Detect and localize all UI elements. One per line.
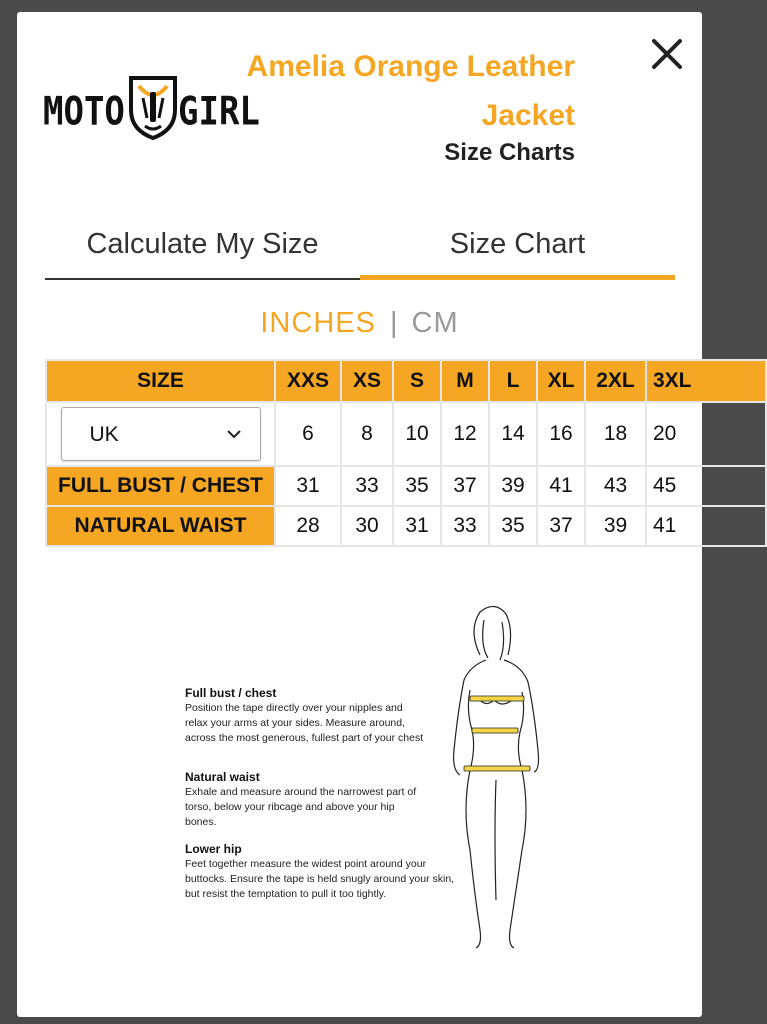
bust-cell: 39 [489,466,537,506]
region-size-cell: 12 [441,402,489,466]
bust-row [46,466,766,506]
region-size-cell: 10 [393,402,441,466]
bust-cell: 41 [537,466,585,506]
guide-bust-text: Position the tape directly over your nipples and relax your arms at your sides. Measure around, across the most generous, fullest part of your chest [185,702,424,744]
bust-cell: 45 [646,466,766,506]
waist-cell: 31 [393,506,441,546]
size-header-cell: M [441,360,489,402]
bust-cell: 35 [393,466,441,506]
region-select-value: UK [89,423,119,446]
guide-hip-title: Lower hip [185,842,242,856]
region-size-cell: 20 [646,402,766,466]
product-title: Amelia Orange Leather Jacket [246,50,575,132]
bust-cell: 43 [585,466,646,506]
bust-cell: 33 [341,466,393,506]
close-icon[interactable] [647,34,687,74]
modal-subtitle: Size Charts [444,139,575,166]
body-outline-figure [440,600,550,950]
size-header-cell: XS [341,360,393,402]
size-table-scroll[interactable] [45,359,692,547]
waist-cell: 35 [489,506,537,546]
size-header-cell: S [393,360,441,402]
unit-toggle [17,307,702,340]
bust-cell: 31 [275,466,341,506]
shield-logo-icon [127,74,179,140]
waist-cell: 41 [646,506,766,546]
region-size-cell: 14 [489,402,537,466]
size-header-cell: 2XL [585,360,646,402]
waist-cell: 28 [275,506,341,546]
bust-row-label: FULL BUST / CHEST [46,466,275,506]
tab-size-chart[interactable]: Size Chart [360,222,675,280]
size-header-cell: 3XL [646,360,766,402]
guide-bust-title: Full bust / chest [185,686,277,700]
measurement-guide [177,592,557,952]
unit-inches-option[interactable]: INCHES [260,307,376,339]
region-size-cell: 8 [341,402,393,466]
size-chart-modal [17,12,702,1017]
waist-row-label: NATURAL WAIST [46,506,275,546]
size-header-row [46,360,766,402]
size-table [45,359,767,547]
region-size-row [46,402,766,466]
size-header-cell: XL [537,360,585,402]
region-size-cell: 6 [275,402,341,466]
guide-hip-text: Feet together measure the widest point around your buttocks. Ensure the tape is held snugly around your skin, but resist the temptation to pull it too tightly. [185,858,455,900]
brand-wordmark-right: GIRL [178,89,260,135]
waist-cell: 30 [341,506,393,546]
waist-cell: 37 [537,506,585,546]
region-size-cell: 16 [537,402,585,466]
tab-calculate-my-size[interactable]: Calculate My Size [45,222,360,280]
waist-cell: 39 [585,506,646,546]
guide-waist-text: Exhale and measure around the narrowest part of torso, below your ribcage and above your hip bones. [185,786,417,828]
chevron-down-icon [226,428,242,440]
region-size-cell: 18 [585,402,646,466]
region-select-cell [46,402,275,466]
region-select[interactable] [61,407,261,461]
size-header-label: SIZE [46,360,275,402]
unit-separator: | [389,307,398,339]
waist-cell: 33 [441,506,489,546]
waist-row [46,506,766,546]
bust-cell: 37 [441,466,489,506]
brand-wordmark-left: MOTO [43,89,125,135]
size-header-cell: L [489,360,537,402]
unit-cm-option[interactable]: CM [411,307,459,339]
size-header-cell: XXS [275,360,341,402]
tab-bar [45,222,675,282]
guide-waist-title: Natural waist [185,770,260,784]
